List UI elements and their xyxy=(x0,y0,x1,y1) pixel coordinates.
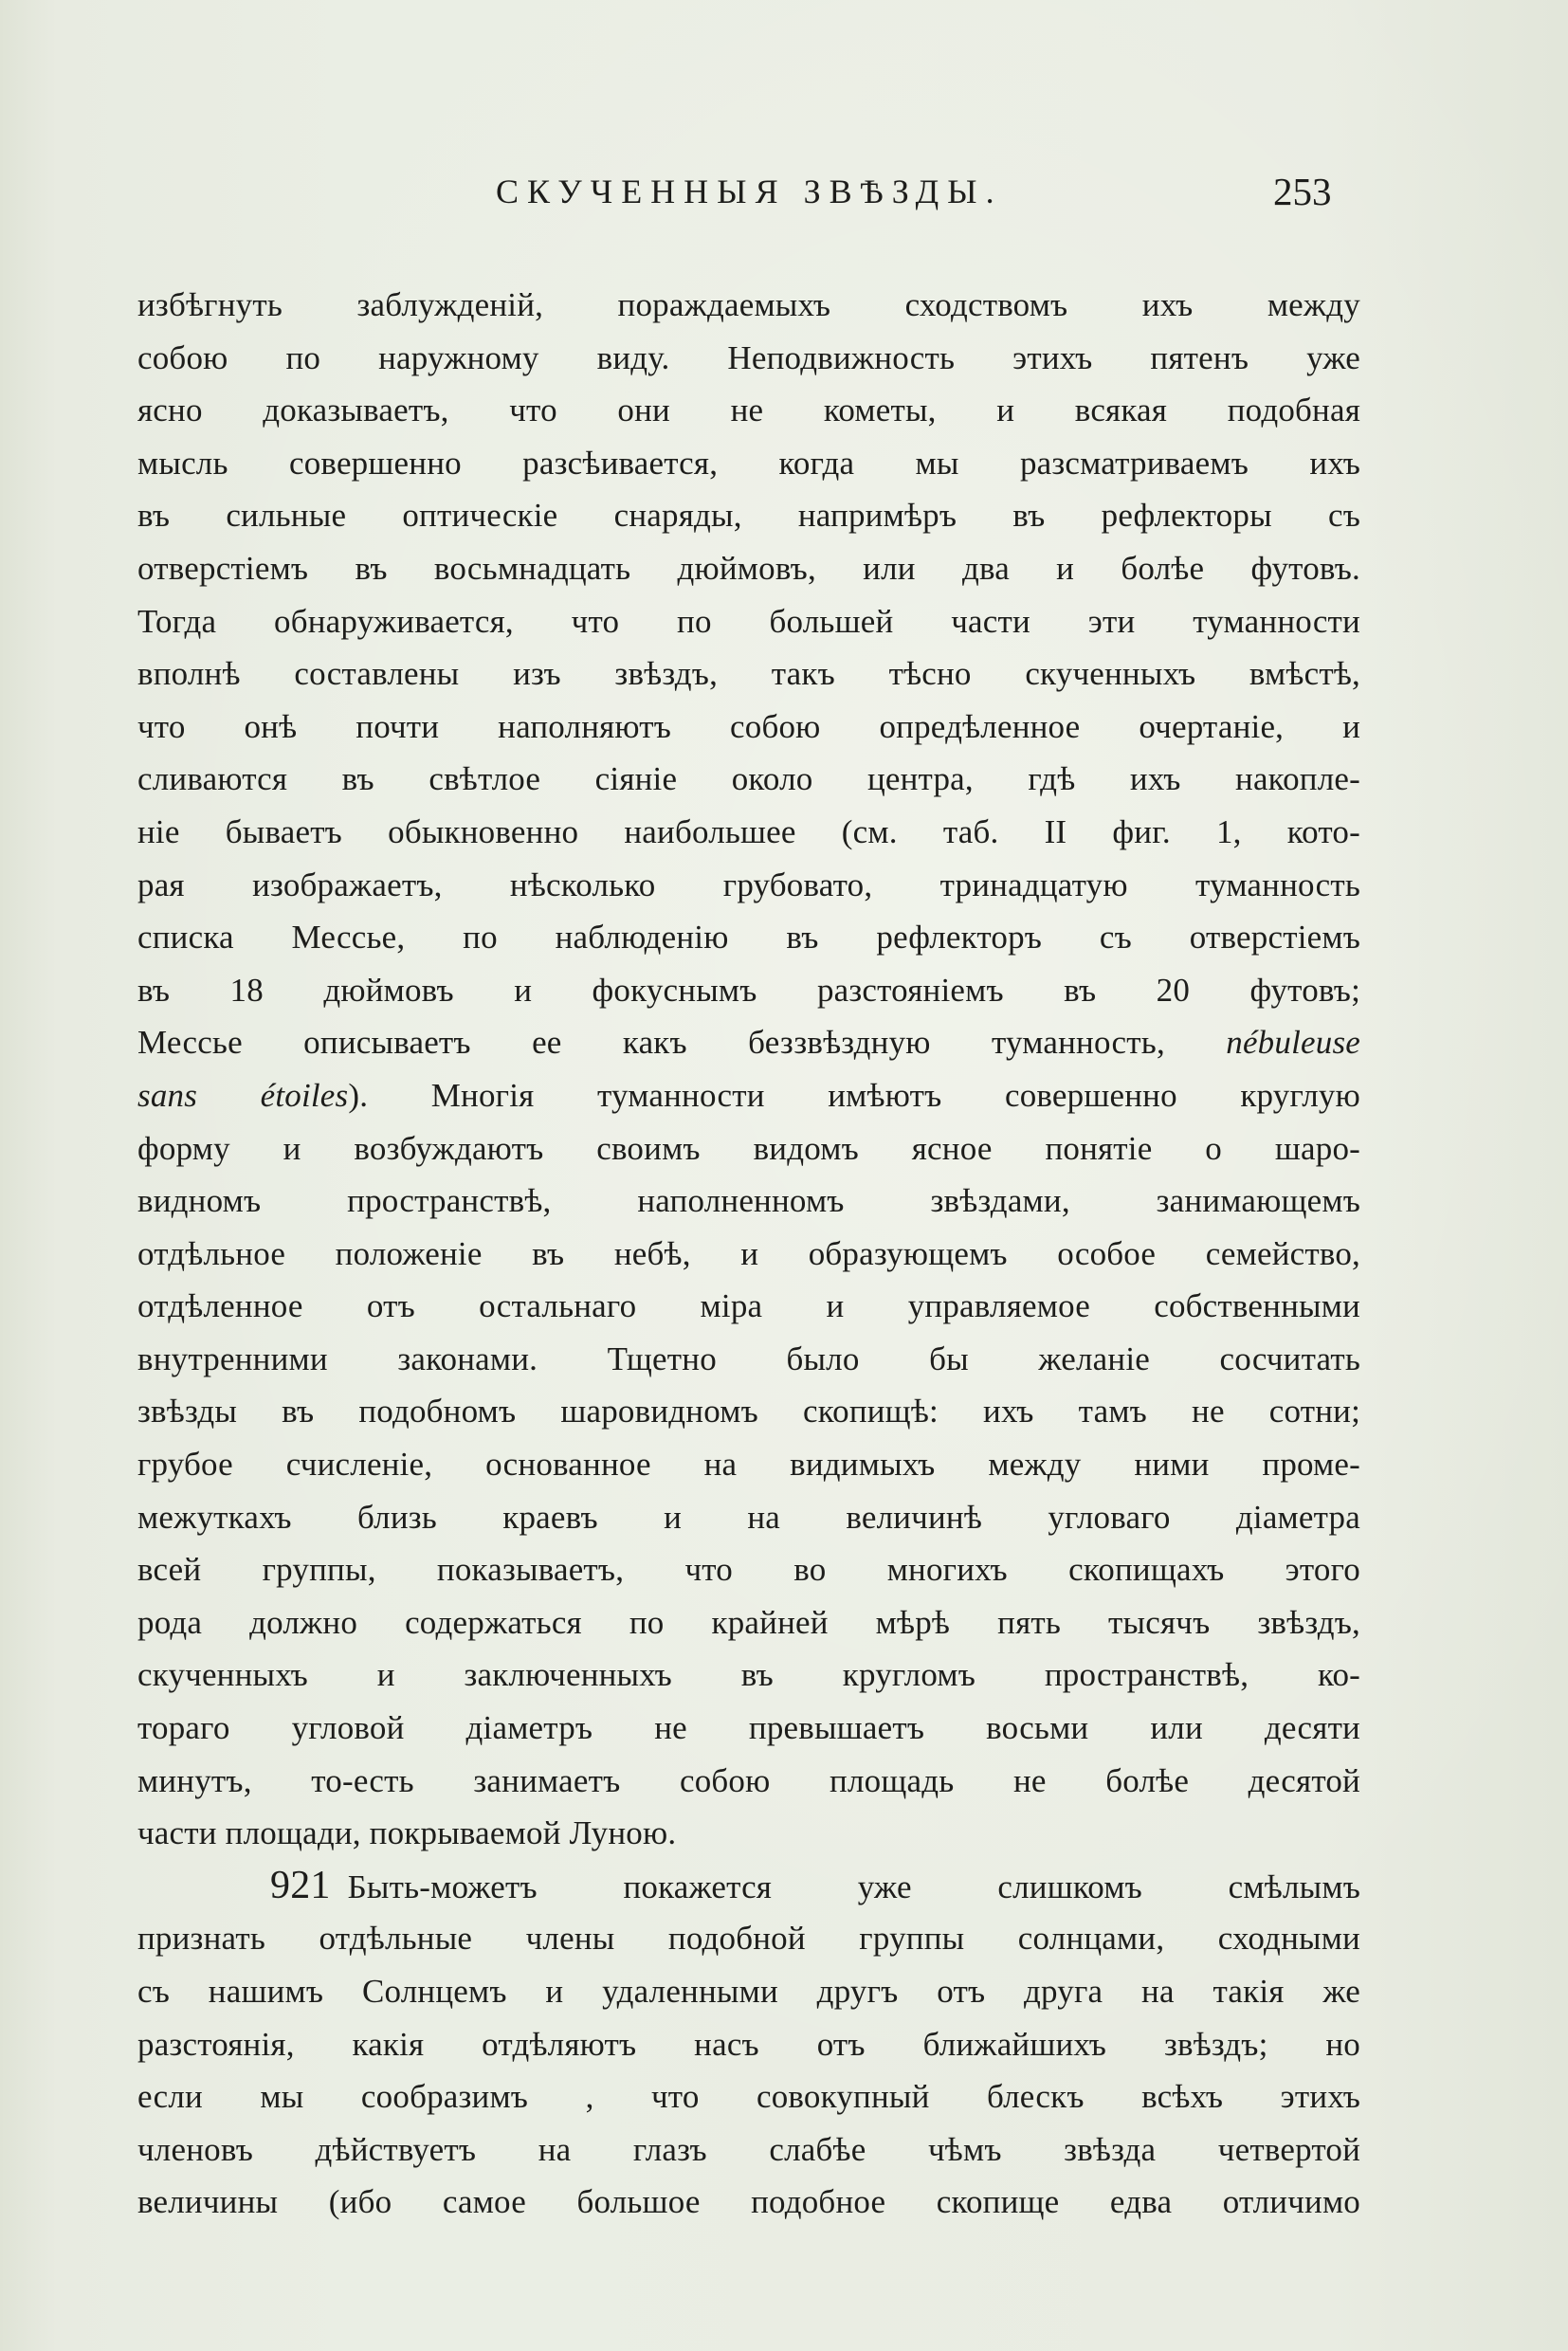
text-line: если мы сообразимъ , что совокупный блескъ всѣхъ этихъ xyxy=(137,2078,1360,2116)
text-line: сливаются въ свѣтлое сіяніе около центра, гдѣ ихъ накопле- xyxy=(137,760,1360,798)
text-line: отдѣленное отъ остальнаго міра и управляемое собственными xyxy=(137,1287,1360,1325)
paragraph xyxy=(137,279,1360,1860)
text-line: звѣзды въ подобномъ шаровидномъ скопищѣ: ихъ тамъ не сотни; xyxy=(137,1393,1360,1431)
text-segment: ). Многія туманности имѣютъ совершенно круглую xyxy=(348,1076,1360,1114)
text-line xyxy=(137,1860,1360,1913)
text-line: части площади, покрываемой Луною. xyxy=(137,1814,677,1852)
text-line: списка Мессье, по наблюденію въ рефлекторъ съ отверстіемъ xyxy=(137,919,1360,957)
text-line: величины (ибо самое большое подобное скопище едва отличимо xyxy=(137,2183,1360,2221)
text-segment: Быть-можетъ покажется уже слишкомъ смѣлымъ xyxy=(347,1868,1360,1905)
text-line: мысль совершенно разсѣивается, когда мы разсматриваемъ ихъ xyxy=(137,444,1360,482)
text-line: рая изображаетъ, нѣсколько грубовато, тринадцатую туманность xyxy=(137,866,1360,903)
text-segment: Мессье описываетъ ее какъ беззвѣздную туманность, xyxy=(137,1024,1227,1062)
text-line: съ нашимъ Солнцемъ и удаленными другъ отъ друга на такія же xyxy=(137,1973,1360,2010)
text-line: грубое счисленіе, основанное на видимыхъ между ними проме- xyxy=(137,1446,1360,1484)
text-line: собою по наружному виду. Неподвижность этихъ пятенъ уже xyxy=(137,338,1360,376)
italic-term: nébuleuse xyxy=(1226,1024,1360,1062)
text-line: членовъ дѣйствуетъ на глазъ слабѣе чѣмъ звѣзда четвертой xyxy=(137,2130,1360,2168)
page-header xyxy=(0,169,1568,226)
italic-term: sans étoiles xyxy=(137,1076,349,1114)
running-head: СКУЧЕННЫЯ ЗВѢЗДЫ. xyxy=(496,173,1003,210)
text-line xyxy=(137,1069,1360,1122)
page-number: 253 xyxy=(1273,170,1332,213)
text-line: форму и возбуждаютъ своимъ видомъ ясное понятіе о шаро- xyxy=(137,1129,1360,1167)
text-line: Тогда обнаруживается, что по большей части эти туманности xyxy=(137,602,1360,640)
text-line: отдѣльное положеніе въ небѣ, и образующемъ особое семейство, xyxy=(137,1234,1360,1272)
paragraph-number: 921 xyxy=(270,1863,331,1907)
text-line: внутренними законами. Тщетно было бы желаніе сосчитать xyxy=(137,1340,1360,1377)
text-line: минутъ, то-есть занимаетъ собою площадь не болѣе десятой xyxy=(137,1761,1360,1799)
text-line: ніе бываетъ обыкновенно наибольшее (см. таб. II фиг. 1, кото- xyxy=(137,812,1360,850)
text-line: отверстіемъ въ восьмнадцать дюймовъ, или два и болѣе футовъ. xyxy=(137,549,1360,587)
paragraph xyxy=(137,1860,1360,2229)
text-line: въ 18 дюймовъ и фокуснымъ разстояніемъ въ 20 футовъ; xyxy=(137,971,1360,1009)
text-line: избѣгнуть заблужденій, пораждаемыхъ сходствомъ ихъ между xyxy=(137,286,1360,323)
text-line: всей группы, показываетъ, что во многихъ скопищахъ этого xyxy=(137,1551,1360,1589)
text-line xyxy=(137,1016,1360,1069)
body-text xyxy=(137,279,1360,2229)
text-line: въ сильные оптическіе снаряды, напримѣръ въ рефлекторы съ xyxy=(137,497,1360,535)
text-line: ясно доказываетъ, что они не кометы, и всякая подобная xyxy=(137,392,1360,429)
text-line: признать отдѣльные члены подобной группы солнцами, сходными xyxy=(137,1920,1360,1958)
text-line: разстоянія, какія отдѣляютъ насъ отъ ближайшихъ звѣздъ; но xyxy=(137,2025,1360,2063)
text-line: видномъ пространствѣ, наполненномъ звѣздами, занимающемъ xyxy=(137,1182,1360,1220)
text-line: тораго угловой діаметръ не превышаетъ восьми или десяти xyxy=(137,1709,1360,1747)
text-line: межуткахъ близь краевъ и на величинѣ угловаго діаметра xyxy=(137,1498,1360,1536)
text-line: скученныхъ и заключенныхъ въ кругломъ пространствѣ, ко- xyxy=(137,1656,1360,1694)
text-line: рода должно содержаться по крайней мѣрѣ пять тысячъ звѣздъ, xyxy=(137,1603,1360,1641)
text-line: что онѣ почти наполняютъ собою опредѣленное очертаніе, и xyxy=(137,707,1360,745)
text-line: вполнѣ составлены изъ звѣздъ, такъ тѣсно скученныхъ вмѣстѣ, xyxy=(137,655,1360,693)
